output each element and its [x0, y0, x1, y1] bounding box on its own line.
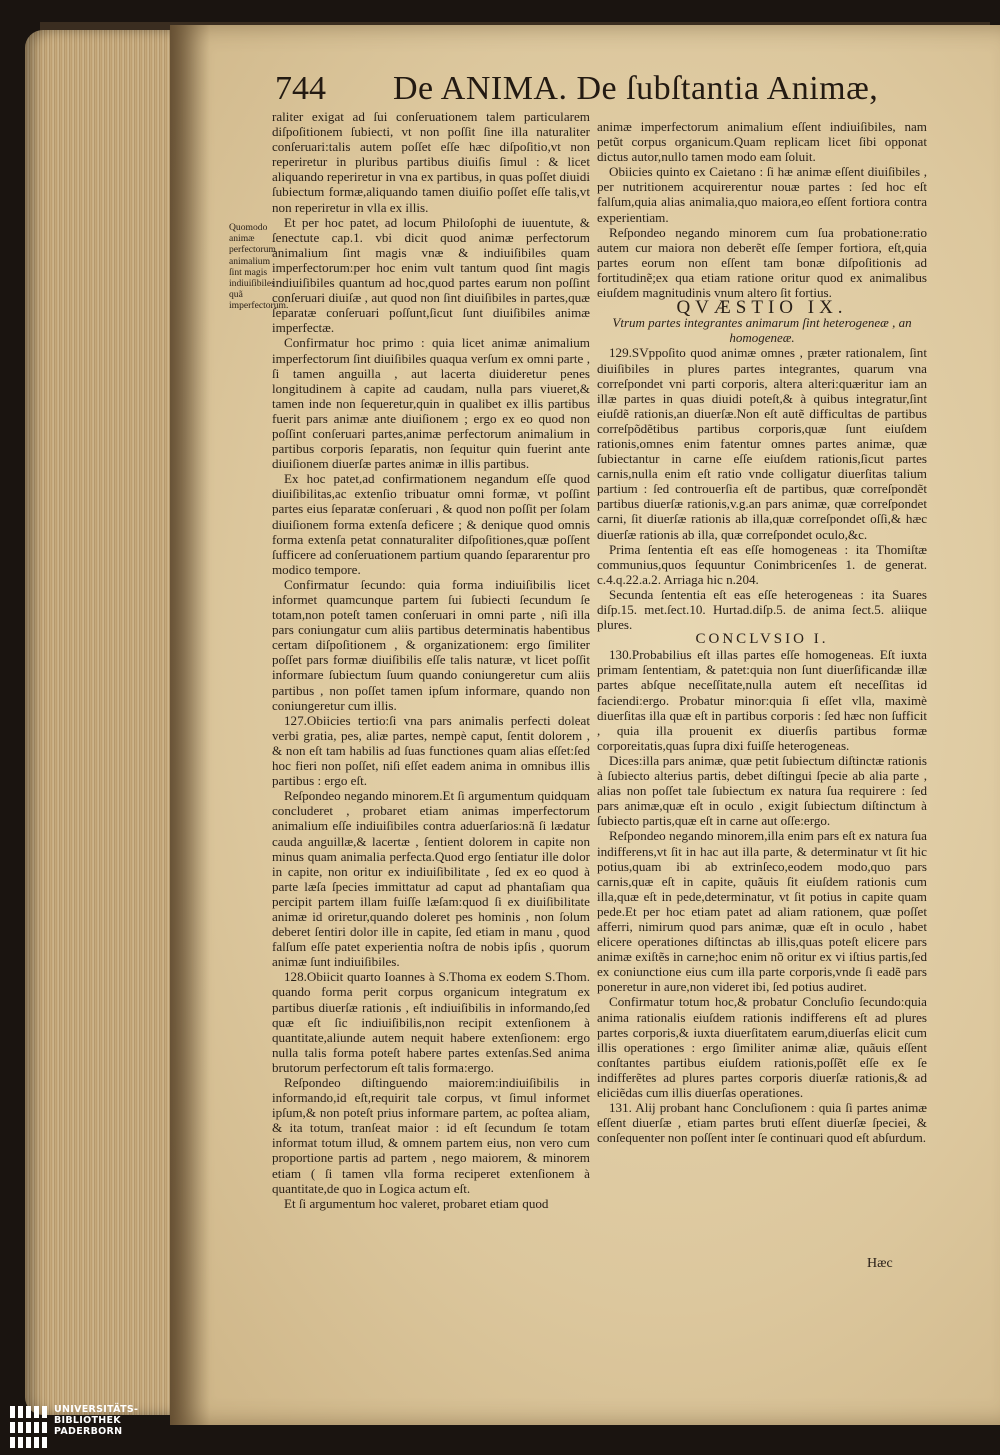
logo-line: BIBLIOTHEK	[54, 1415, 121, 1426]
paragraph: animæ imperfectorum animalium eſſent indiuiſibiles, nam petũt corpus organicum.Quam replicam licet ſibi opponat dictus autor,nullo tamen modo eam ſoluit.	[597, 119, 927, 165]
paragraph: Prima ſententia eſt eas eſſe homogeneas : ita Thomiſtæ communius,quos ſequuntur Conimbricenſes 1. de generat. c.4.q.22.a.2. Arriaga hic n.204.	[597, 541, 927, 587]
paragraph: Confirmatur totum hoc,& probatur Concluſio ſecundo:quia anima rationalis eiuſdem rationis indifferens eſt ad plures partes corporis,& iuxta diuerſitatem earum,diuerſas elicit cum illis operationes : ergo ſimiliter animæ aliæ, quãuis eſſent conſtantes partibus eiuſdem rationis,poſſẽt eſſe ex ſe indifferẽtes ad plures partes corporis diuerſæ rationis,& ad eliciẽdas cum illis diuerſas operationes.	[597, 994, 927, 1100]
question-title: QVÆSTIO IX.	[676, 297, 848, 319]
paragraph: Confirmatur hoc primo : quia licet animæ animalium imperfectorum ſint diuiſibiles quaqua verſum ex omni parte , ſi tamen anguilla , aut lacerta diuideretur penes longitudinem à capite ad caudam, nulla pars viueret,& tamen inde non ſequeretur,quin in qualibet ex illis partibus fuerit pars animæ ante diuiſionem ; ergo ex eo quod non poſſint conſeruari partes,animæ perfectorum animalium in partibus corporis ſeparatis, non ſequitur quin fuerint ante diuiſionem diuerſæ partes animæ in illis partibus.	[272, 335, 590, 472]
conclusio-heading: CONCLVSIO I.	[695, 631, 829, 648]
left-column	[272, 109, 590, 1211]
right-column	[597, 119, 927, 1145]
paragraph: raliter exigat ad ſui conſeruationem talem particularem diſpoſitionem ſubiecti, vt non poſſit ſine illa naturaliter conſeruari:talis autem poſſet eſſe hæc diſpoſitio,vt non reperiretur in pluribus partibus diuiſis ſimul : & licet aliquando reperiretur in vna ex partibus, in quas poſſet diuidi ſubiectum formæ,aliquando tamen diuiſio poſſet eſſe talis,vt non reperiretur in vlla ex illis.	[272, 109, 590, 215]
paragraph: 130.Probabilius eſt illas partes eſſe homogeneas. Eſt iuxta primam ſententiam, & patet:quia non ſunt diuerſificandæ illæ partes abſque neceſſitate,nulla autem eſt neceſſitas id faciendi:ergo. Probatur minor:quia ſi eſſet vlla, maximè diuerſitas illa quæ eſt in partibus corporis : ſed hæc non ſufficit , quia illa prouenit ex diuerſis partibus formæ corporeitatis,quas ſupra dixi fuiſſe heterogeneas.	[597, 647, 927, 753]
paragraph: Obiicies quinto ex Caietano : ſi hæ animæ eſſent diuiſibiles , per nutritionem acquirerentur nouæ partes : ſed hoc eſt falſum,quia alias animalia,quo maiora,eo eſſent fortiora contra experientiam.	[597, 164, 927, 225]
paragraph: 131. Alij probant hanc Concluſionem : quia ſi partes animæ eſſent diuerſæ , etiam partes bruti eſſent diuerſæ ſpeciei, & conſequenter non poſſent inter ſe continuari quod eſt abſurdum.	[597, 1100, 927, 1146]
paragraph: Et per hoc patet, ad locum Philoſophi de iuuentute, & ſenectute cap.1. vbi dicit quod animæ perfectorum animalium ſint magis vnæ & indiuiſibiles quam imperfectorum:per hoc enim vult tantum quod ſint magis indiuiſibiles quantum ad hoc,quod partes earum non poſſint conſeruari diuiſæ , aut quod non ſint diuiſibiles in partes,quæ ſeparatæ conſeruari poſſunt,ſicut ſunt diuiſibiles animæ imperfectæ.	[272, 214, 590, 336]
paragraph: Dices:illa pars animæ, quæ petit ſubiectum diſtinctæ rationis à ſubiecto alterius partis, debet diſtingui ſpecie ab alia parte , alias non poſſet tale ſubiectum ex natura ſua requirere : ſed pars animæ,quæ eſt in oculo , exigit ſubiectum diſtinctum à ſubiecto partis,quæ eſt in carne aut oſſe:ergo.	[597, 752, 927, 829]
logo-line: UNIVERSITÄTS-	[54, 1404, 139, 1415]
page-number: 744	[275, 70, 326, 107]
paragraph: 129.SVppoſito quod animæ omnes , præter rationalem, ſint diuiſibiles in plures partes integrantes, quarum vna correſpondet vni parti corporis, altera alteri:quæritur iam an illæ partes in quas diuidi poteſt,& à quibus integratur,ſint eiuſdẽ rationis,an diuerſæ.Non eſt autẽ difficultas de partibus correſpõdẽtibus partibus corporis,quæ ſunt eiuſdem rationis,omnes enim fatentur omnes partes animæ, quæ ſubiectantur in carne eſſe eiuſdem rationis,ſicut partes carnis,nulla enim eſt ratio vnde colligatur diuerſitas talium partium : ſed controuerſia eſt de partibus, quæ correſpondẽt partibus diuerſæ rationis,v.g.an pars animæ, quæ correſpondet carni, ſit diuerſæ rationis ab illa,quæ correſpondet oſſi,& hæc diuerſæ rationis ab illa, quæ correſpondet oculo,&c.	[597, 345, 927, 542]
marginal-note: Quomodo animæ perfectorum animalium ſint magis indiuiſibiles quã imperfectorum.	[229, 222, 289, 312]
paragraph: Ex hoc patet,ad confirmationem negandum eſſe quod diuiſibilitas,ac extenſio tribuatur omni formæ, vt poſſint partes eius ſeparatæ conſeruari , & quod non poſſit per ſolam diuiſionem forma extenſa deficere ; & denique quod omnis forma extenſa petat connaturaliter diſpoſitiones,quæ poſſent ſufficere ad conſeruationem partium quando ſepararentur pro modico tempore.	[272, 471, 590, 577]
running-title: De ANIMA. De ſubſtantia Animæ,	[393, 70, 879, 107]
paragraph: Reſpondeo negando minorem,illa enim pars eſt ex natura ſua indifferens,vt ſit in hac aut illa parte, & determinatur vt ſit hic potius,quam ibi ab extrinſeco,eodem modo,quo pars carnis,quæ eſt in capite, quãuis ſit eiuſdem rationis cum illa,quæ eſt in pede,determinatur, vt ſit potius in capite quam pede.Et per hoc etiam patet ad aliam rationem, quæ poſſet afferri, nimirum quod pars animæ, quæ eſt in oculo , habet elicere operationes diſtinctas ab illis,quas poteſt elicere pars animæ exiſtẽs in carne;hoc enim nõ oritur ex vi iſtius partis,ſed ex coniunctione eius cum illa parte corporis,vnde ſi eadẽ pars poneretur in aure,non videret ibi, ſed potius audiret.	[597, 828, 927, 995]
paragraph: Confirmatur ſecundo: quia forma indiuiſibilis licet informet quamcunque partem ſui ſubiecti ſecundum ſe totam,non poteſt tamen conſeruari in omni parte , niſi illa pars coniungatur cum aliis partibus determinatis habentibus certam diſpoſitionem , & organizationem: ergo ſimiliter poſſet pars formæ diuiſibilis eſſe talis naturæ, vt licet poſſit informare ſubiectum ſuum quando coniungeretur cum aliis partibus , non poſſet tamen ipſum informare, quando non coniungeretur cum illis.	[272, 576, 590, 713]
page-header	[275, 70, 935, 114]
paragraph: Reſpondeo diſtinguendo maiorem:indiuiſibilis in informando,id eſt,requirit tale corpus, vt ſimul informet ipſum,& non poteſt prius informare partem, ac poſtea aliam, & ita totum, tranſeat maior : id eſt ſecundum ſe totam informat totum illud, & omnem partem eius, non vero cum proportione partis ad partem , nego maiorem, & minorem etiam ( ſi tamen vlla forma reciperet extenſionem à quantitate,de quo in Logica actum eſt.	[272, 1075, 590, 1196]
catchword: Hæc	[867, 1256, 893, 1271]
library-logo-icon	[10, 1406, 48, 1448]
paragraph: 128.Obiicit quarto Ioannes à S.Thoma ex eodem S.Thom. quando forma perit corpus organicum integratum ex partibus diuerſæ rationis , eſt indiuiſibilis in informando,ſed quæ eſt ſic indiuiſibilis,non recipit extenſionem à quantitate,aliunde autem nequit habere extenſionem: ergo nulla talis forma poteſt habere partes extenſas.Sed anima brutorum perfectorum eſt talis forma:ergo.	[272, 969, 590, 1075]
book-fore-edge	[25, 30, 175, 1415]
paragraph: Reſpondeo negando minorem cum ſua probatione:ratio autem cur maiora non deberẽt eſſe ſemper fortiora, eſt,quia partes eorum non eſſent tam bonæ diſpoſitionis ad fortitudinẽ;ex qua etiam ratione oritur quod ex animalibus eiuſdem magnitudinis vnum altero ſit fortius.	[597, 224, 927, 301]
paragraph: 127.Obiicies tertio:ſi vna pars animalis perfecti doleat verbi gratia, pes, aliæ partes, nempè caput, ſentit dolorem , & non eſt tam habilis ad ſuas functiones quam alias eſſet:ſed hoc fieri non poſſet, niſi eſſet eadem anima in omnibus illis partibus : ergo eſt.	[272, 712, 590, 789]
gutter-shadow	[170, 25, 210, 1425]
paragraph: Et ſi argumentum hoc valeret, probaret etiam quod	[284, 1195, 549, 1211]
paragraph: Reſpondeo negando minorem.Et ſi argumentum quidquam concluderet , probaret etiam animas imperfectorum animalium eſſe indiuiſibiles contra aduerſarios:nã ſi lædatur cauda anguillæ,& lacertæ , ſentient dolorem in capite non minus quam animalia perfecta.Quod ergo ſentiatur ille dolor in capite, non oritur ex indiuiſibilitate , ſed ex eo quod à parte læſa ſpecies immittatur ad caput ad phantaſiam qua percipit partem illam fuiſſe læſam:quod ſi ex diuiſibilitate animæ id oriretur,quando doleret pes hominis , non ſolum deberet ſentiri dolor ille in capite, ſed etiam in manu , quod falſum eſſe patet experientia noſtra de nobis ipſis , quorum animæ ſunt indiuiſibiles.	[272, 788, 590, 970]
library-logo-text	[54, 1404, 138, 1437]
logo-line: PADERBORN	[54, 1426, 123, 1437]
paragraph: Secunda ſententia eſt eas eſſe heterogeneas : ita Suares diſp.15. met.ſect.10. Hurtad.diſp.5. de anima ſect.5. aliique plures.	[597, 586, 927, 633]
library-logo	[0, 1400, 170, 1455]
question-subtitle: Vtrum partes integrantes animarum ſint heterogeneæ , an homogeneæ.	[612, 315, 912, 346]
